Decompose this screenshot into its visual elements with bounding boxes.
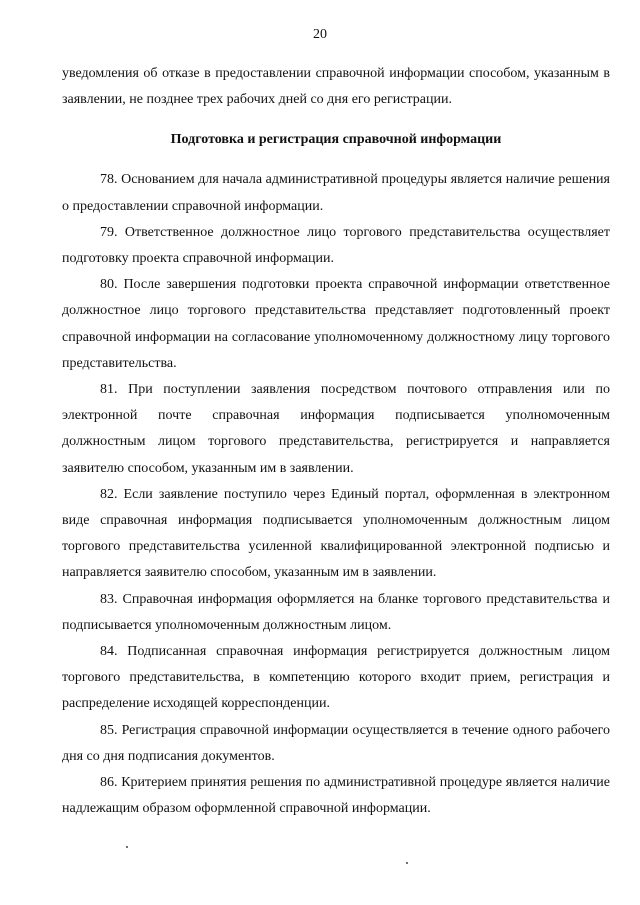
paragraph-86: 86. Критерием принятия решения по административной процедуре является наличие надлежащим образом оформленной справочной информации. [62,775,610,817]
page-number: 20 [313,27,327,42]
paragraph-78: 78. Основанием для начала административной процедуры является наличие решения о предоставлении справочной информации. [62,172,610,214]
document-body [62,61,610,822]
paragraph-79: 79. Ответственное должностное лицо торгового представительства осуществляет подготовку проекта справочной информации. [62,224,610,267]
paragraph-83: 83. Справочная информация оформляется на бланке торгового представительства и подписывается уполномоченным должностным лицом. [62,591,610,633]
scan-speck [406,862,408,864]
paragraph-84: 84. Подписанная справочная информация регистрируется должностным лицом торгового представительства, в компетенцию которого входит прием, регистрация и распределение исходящей корреспонденции. [62,644,610,712]
intro-paragraph: уведомления об отказе в предоставлении справочной информации способом, указанным в заявлении, не позднее трех рабочих дней со дня его регистрации. [62,66,610,108]
paragraph-82: 82. Если заявление поступило через Единый портал, оформленная в электронном виде справочная информация подписывается уполномоченным должностным лицом торгового представительства усиленной квалифицированной электронной подписью и направляется заявителю способом, указанным им в заявлении. [62,486,610,581]
section-heading: Подготовка и регистрация справочной информации [170,132,502,148]
paragraph-80: 80. После завершения подготовки проекта справочной информации ответственное должностное лицо торгового представительства представляет подготовленный проект справочной информации на согласование уполномоченному должностному лицу торгового представительства. [62,277,610,371]
paragraph-81: 81. При поступлении заявления посредством почтового отправления или по электронной почте справочная информация подписывается уполномоченным должностным лицом торгового представительства, регистрируется и направляется заявителю способом, указанным им в заявлении. [62,382,610,476]
paragraph-85: 85. Регистрация справочной информации осуществляется в течение одного рабочего дня со дня подписания документов. [62,722,610,764]
scan-speck [126,846,128,848]
